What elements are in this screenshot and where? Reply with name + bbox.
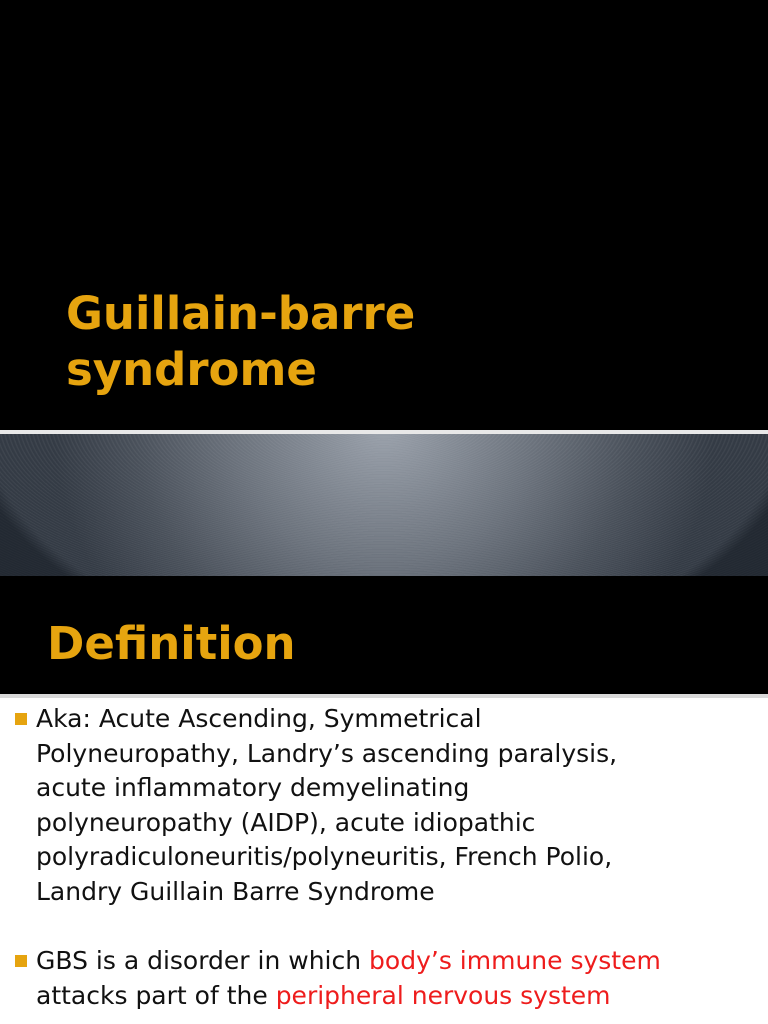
bullet-item-aka [0,702,768,909]
bullet-line: Landry Guillain Barre Syndrome [36,876,435,906]
slide-title [66,286,746,398]
bullet-line: Aka: Acute Ascending, Symmetrical [36,704,482,733]
bullet-text: GBS is a disorder in which [36,946,370,975]
bullet-text: attacks part of the [36,980,276,1010]
bullet-line: acute inflammatory demyelinating [36,773,470,802]
slide-heading: Definition [47,617,296,670]
title-line-2: syndrome [66,343,317,396]
square-bullet-icon [15,713,27,725]
highlighted-text: body’s immune system [369,946,661,975]
divider-rule [0,694,768,698]
bullet-line: polyradiculoneuritis/polyneuritis, French Polio, [36,842,613,871]
title-line-1: Guillain-barre [66,287,416,340]
decorative-band [0,434,768,576]
bullet-item-gbs [0,944,768,1013]
bullet-line: polyneuropathy (AIDP), acute idiopathic [36,807,536,837]
slide-header [0,576,768,694]
definition-slide [0,576,768,1024]
bullet-list [0,702,768,1013]
bullet-line: Polyneuropathy, Landry’s ascending paralysis, [36,738,618,768]
highlighted-text: peripheral nervous system [275,980,611,1010]
square-bullet-icon [15,955,27,967]
